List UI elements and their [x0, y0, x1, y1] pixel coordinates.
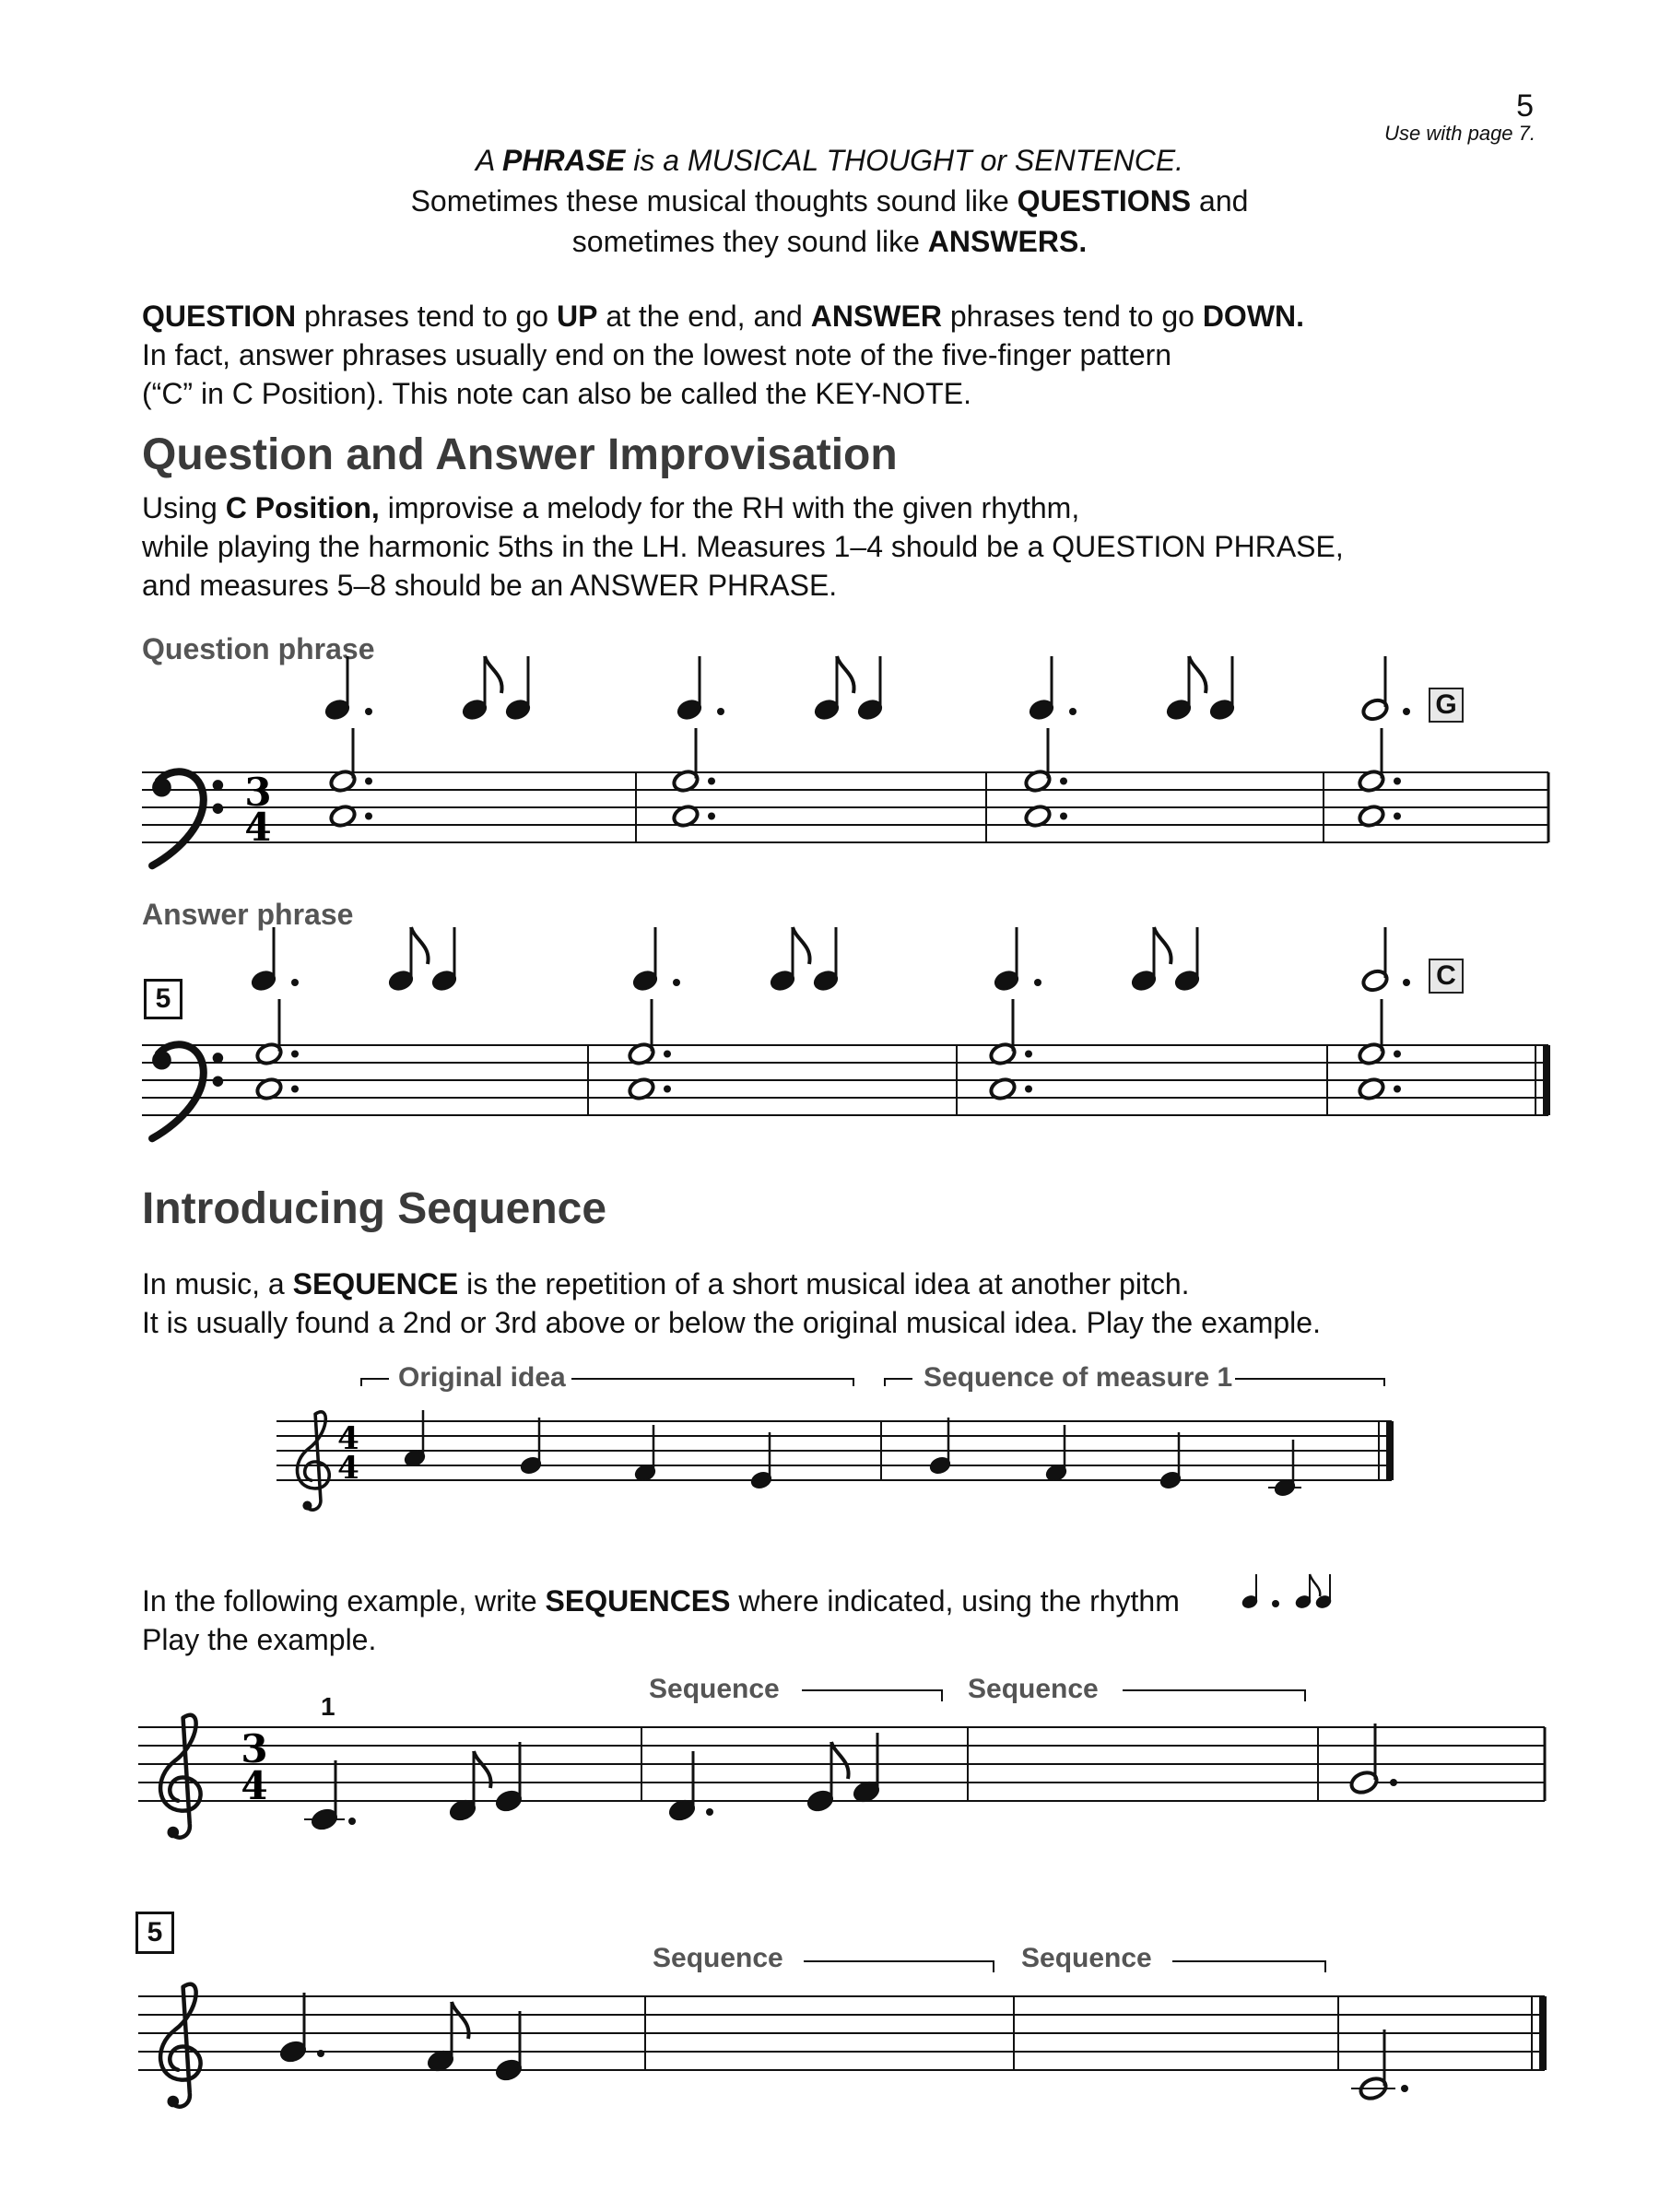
eighth-flag — [793, 927, 810, 964]
exercise-staff-1 — [138, 1715, 1545, 1838]
augmentation-dot — [365, 708, 372, 715]
sequence-bracket — [1172, 1961, 1325, 1972]
bracket-end — [1235, 1379, 1384, 1386]
eighth-flag — [1154, 927, 1171, 964]
qa-instruction-2: while playing the harmonic 5ths in the LH. Measures 1–4 should be a QUESTION PHRASE, — [142, 530, 1344, 563]
bracket-start — [885, 1379, 912, 1386]
use-with-note: Use with page 7. — [1384, 122, 1535, 145]
original-idea-label: Original idea — [398, 1362, 566, 1393]
qa-instruction-1: Using C Position, improvise a melody for the RH with the given rhythm, — [142, 491, 1080, 524]
time-signature-bottom: 4 — [241, 1763, 268, 1808]
answer-bass-staff — [142, 999, 1548, 1138]
augmentation-dot — [1034, 979, 1041, 986]
eighth-flag — [837, 656, 854, 693]
treble-clef-icon — [160, 1715, 201, 1838]
rule-line-2: In fact, answer phrases usually end on the lowest note of the five-finger pattern — [142, 338, 1172, 371]
augmentation-dot — [664, 1051, 671, 1058]
augmentation-dot — [1394, 813, 1401, 820]
bracket-end — [571, 1379, 853, 1386]
sequence-heading: Introducing Sequence — [142, 1184, 607, 1233]
answer-rhythm — [249, 927, 1410, 994]
sequence-bracket — [802, 1690, 942, 1701]
augmentation-dot — [664, 1086, 671, 1093]
augmentation-dot — [1025, 1051, 1032, 1058]
rule-line-3: (“C” in C Position). This note can also be called the KEY-NOTE. — [142, 377, 971, 410]
measure-number-1: 1 — [321, 1692, 335, 1721]
sequence-of-measure-label: Sequence of measure 1 — [924, 1362, 1233, 1393]
question-phrase-label: Question phrase — [142, 632, 375, 665]
augmentation-dot — [291, 1051, 299, 1058]
time-signature-bottom: 4 — [337, 1450, 359, 1487]
exercise-staff-2 — [138, 1984, 1545, 2107]
bracket-start — [361, 1379, 389, 1386]
augmentation-dot — [365, 778, 372, 785]
sequence-bracket — [804, 1961, 994, 1972]
question-end-note-box: G — [1429, 688, 1464, 723]
augmentation-dot — [1390, 1779, 1397, 1786]
augmentation-dot — [1401, 2085, 1408, 2092]
augmentation-dot — [348, 1818, 356, 1825]
treble-clef-icon — [297, 1412, 329, 1511]
treble-clef-icon — [160, 1984, 201, 2107]
sequence-bracket — [1123, 1690, 1305, 1701]
intro-line-2: Sometimes these musical thoughts sound like QUESTIONS and — [410, 184, 1249, 218]
eighth-flag — [831, 1742, 849, 1779]
time-signature-top: 3 — [244, 770, 272, 815]
augmentation-dot — [365, 813, 372, 820]
exercise-brackets — [802, 1690, 1325, 1972]
augmentation-dot — [1403, 708, 1410, 715]
augmentation-dot — [1060, 813, 1067, 820]
rule-line-1: QUESTION phrases tend to go UP at the end, and ANSWER phrases tend to go DOWN. — [142, 300, 1305, 333]
question-rhythm — [323, 656, 1410, 723]
bass-clef-icon — [152, 771, 223, 865]
time-signature-bottom: 4 — [244, 805, 272, 850]
sequence-label-2: Sequence — [968, 1674, 1099, 1704]
augmentation-dot — [673, 979, 680, 986]
time-signature-top: 3 — [241, 1726, 268, 1771]
augmentation-dot — [291, 1086, 299, 1093]
eighth-flag — [411, 927, 429, 964]
time-signature-top: 4 — [337, 1420, 359, 1457]
question-bass-staff — [142, 728, 1548, 865]
augmentation-dot — [1394, 1051, 1401, 1058]
sequence-label-4: Sequence — [1021, 1943, 1152, 1973]
rhythm-hint-icon — [1241, 1574, 1332, 1610]
qa-instruction-3: and measures 5–8 should be an ANSWER PHRASE. — [142, 569, 838, 602]
augmentation-dot — [708, 813, 715, 820]
answer-end-note-box: C — [1429, 959, 1464, 994]
qa-heading: Question and Answer Improvisation — [142, 430, 898, 479]
augmentation-dot — [1060, 778, 1067, 785]
augmentation-dot — [1025, 1086, 1032, 1093]
sequence-example-staff — [276, 1410, 1392, 1511]
augmentation-dot — [1403, 979, 1410, 986]
augmentation-dot — [291, 979, 299, 986]
eighth-flag — [1310, 1574, 1320, 1596]
page-number: 5 — [1516, 88, 1534, 124]
eighth-flag — [485, 656, 502, 693]
sequence-label-3: Sequence — [653, 1943, 783, 1973]
answer-phrase-label: Answer phrase — [142, 898, 354, 931]
augmentation-dot — [706, 1808, 713, 1816]
augmentation-dot — [317, 2050, 324, 2057]
sequence-label-1: Sequence — [649, 1674, 780, 1704]
exercise-instruction-1: In the following example, write SEQUENCES where indicated, using the rhythm — [142, 1584, 1180, 1618]
answer-measure-number: 5 — [144, 979, 182, 1019]
exercise-instruction-2: Play the example. — [142, 1623, 377, 1656]
augmentation-dot — [1272, 1600, 1279, 1607]
intro-line-1: A PHRASE is a MUSICAL THOUGHT or SENTENCE. — [475, 144, 1184, 177]
intro-line-3: sometimes they sound like ANSWERS. — [571, 225, 1088, 258]
augmentation-dot — [708, 778, 715, 785]
sequence-definition-1: In music, a SEQUENCE is the repetition of a short musical idea at another pitch. — [142, 1267, 1190, 1300]
augmentation-dot — [1394, 778, 1401, 785]
eighth-flag — [1189, 656, 1206, 693]
sequence-brackets — [361, 1379, 1384, 1386]
augmentation-dot — [1069, 708, 1077, 715]
measure-number-5: 5 — [135, 1912, 174, 1954]
augmentation-dot — [717, 708, 724, 715]
bass-clef-icon — [152, 1044, 223, 1138]
augmentation-dot — [1394, 1086, 1401, 1093]
sequence-definition-2: It is usually found a 2nd or 3rd above or below the original musical idea. Play the example. — [142, 1306, 1321, 1339]
